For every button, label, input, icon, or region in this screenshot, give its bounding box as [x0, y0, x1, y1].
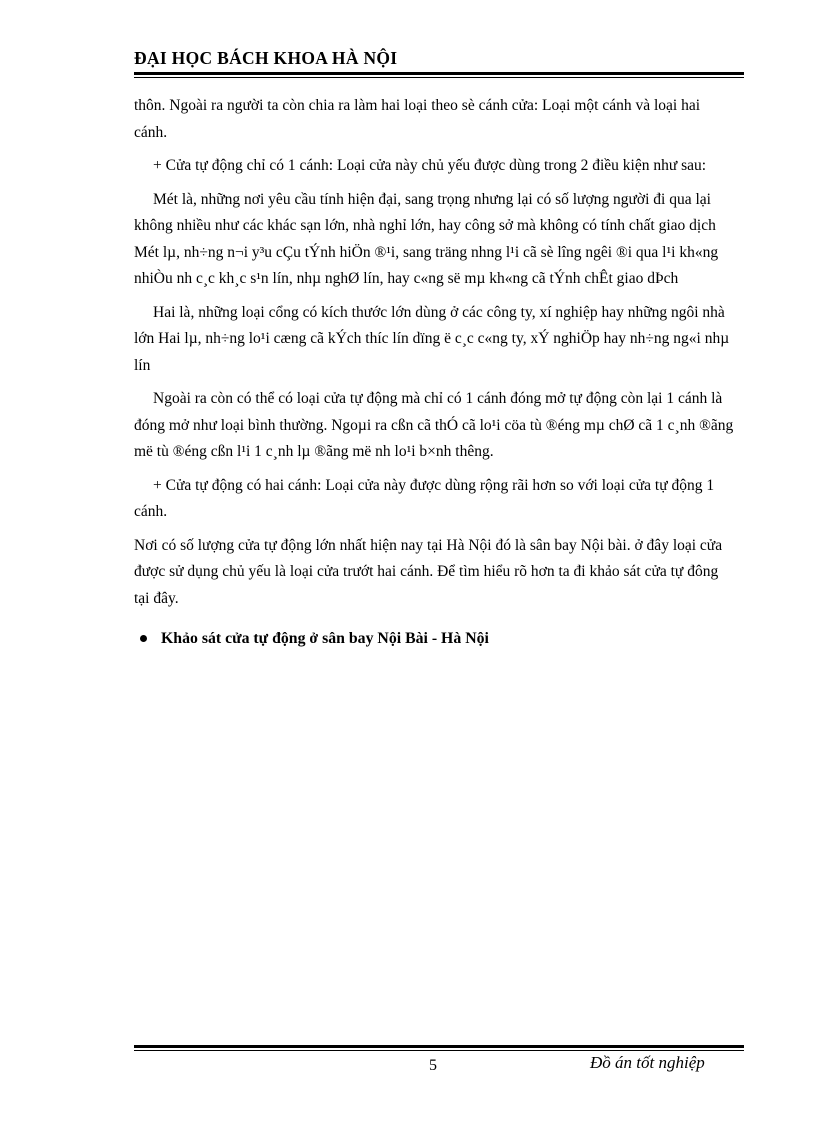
- header-rule-thick: [134, 72, 744, 75]
- paragraph: Hai là, những loại cổng có kích thước lớn dùng ở các công ty, xí nghiệp hay những ngôi nhà lớn Hai lµ, nh÷ng lo¹i cæng cã kÝch thíc lín dïng ë c¸c c«ng ty, xÝ nghiÖp hay nh÷ng ng«i nhµ lín: [134, 303, 730, 374]
- paragraph: + Cửa tự động có hai cánh: Loại cửa này được dùng rộng rãi hơn so với loại cửa tự động 1 cánh.: [134, 476, 715, 520]
- document-body: [134, 93, 734, 653]
- header-rule-thin: [134, 77, 744, 78]
- footer-title: Đồ án tốt nghiệp: [590, 1053, 705, 1072]
- page-number: 5: [429, 1057, 437, 1074]
- paragraph: Ngoài ra còn có thể có loại cửa tự động mà chỉ có 1 cánh đóng mở tự động còn lại 1 cánh là đóng mở như loại bình thường. Ngoµi ra cßn cã thÓ cã lo¹i cöa tù ®éng mµ chØ cã 1 c¸nh ®ãng më tù ®éng cßn l¹i 1 c¸nh lµ ®ãng më nh lo¹i b×nh thêng.: [134, 390, 734, 460]
- footer-rule-thin: [134, 1050, 744, 1051]
- paragraph: + Cửa tự động chỉ có 1 cánh: Loại cửa này chủ yếu được dùng trong 2 điều kiện như sau:: [153, 157, 707, 174]
- footer-rule-thick: [134, 1045, 744, 1048]
- header-title: ĐẠI HỌC BÁCH KHOA HÀ NỘI: [134, 48, 398, 68]
- bullet-heading: [134, 626, 734, 653]
- paragraph: thôn. Ngoài ra người ta còn chia ra làm hai loại theo sè cánh cửa: Loại một cánh và loại hai cánh.: [134, 97, 701, 141]
- bullet-heading-text: Khảo sát cửa tự động ở sân bay Nội Bài - Hà Nội: [161, 630, 489, 647]
- bullet-dot-icon: [140, 635, 147, 642]
- paragraph: Mét là, những nơi yêu cầu tính hiện đại, sang trọng nhưng lại có số lượng người đi qua lại không nhiều như các khác sạn lớn, nhà nghỉ lớn, hay công sở mà không có tính chất giao dịch Mét lµ, nh÷ng n¬i y³u cÇu tÝnh hiÖn ®¹i, sang träng nhng l¹i cã sè lîng ngêi ®i qua l¹i kh«ng nhiÒu nh c¸c kh¸c s¹n lín, nhµ nghØ lín, hay c«ng së mµ kh«ng cã tÝnh chÊt giao dÞch: [134, 190, 719, 287]
- paragraph: Nơi có số lượng cửa tự động lớn nhất hiện nay tại Hà Nội đó là sân bay Nội bài. ở đây loại cửa được sử dụng chủ yếu là loại cửa trướt hai cánh. Để tìm hiểu rõ hơn ta đi khảo sát cửa tự đông tại đây.: [134, 536, 723, 607]
